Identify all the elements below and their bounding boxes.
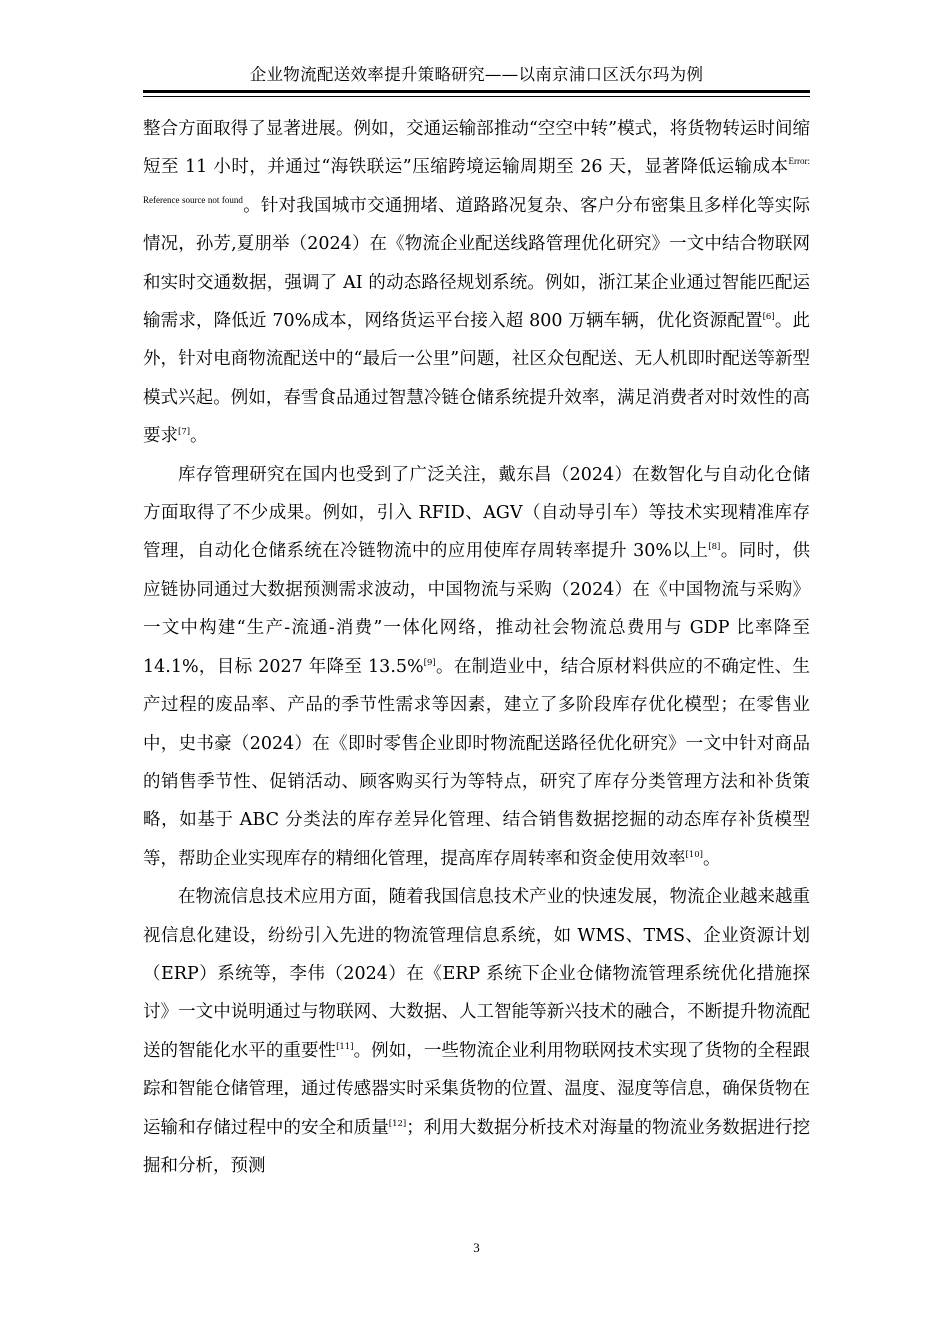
header-rule-thick: [143, 90, 810, 93]
text-run: ；利用大数据分析技术对海量的物流业务数据进行挖掘和分析，预测: [143, 1117, 810, 1176]
text-run: 库存管理研究在国内也受到了广泛关注，戴东昌（2024）在数智化与自动化仓储方面取得了不少成果。例如，引入 RFID、AGV（自动导引车）等技术实现精准库存管理，自动化仓储系统在冷链物流中的应用使库存周转率提升 30%以上: [143, 464, 810, 562]
reference-error: Error: Reference source not found: [143, 156, 810, 205]
text-run: 。同时，供应链协同通过大数据预测需求波动，中国物流与采购（2024）在《中国物流与采购》一文中构建“生产-流通-消费”一体化网络，推动社会物流总费用与 GDP 比率降至 14.1%，目标 2027 年降至 13.5%: [143, 541, 810, 677]
text-run: 。针对我国城市交通拥堵、道路路况复杂、客户分布密集且多样化等实际情况，孙芳,夏朋举（2024）在《物流企业配送线路管理优化研究》一文中结合物联网和实时交通数据，强调了 AI 的动态路径规划系统。例如，浙江某企业通过智能匹配运输需求，降低近 70%成本，网络货运平台接入超 800 万辆车辆，优化资源配置: [143, 195, 810, 332]
paragraph: [143, 456, 810, 878]
citation-marker: [8]: [708, 542, 721, 553]
citation-marker: [11]: [336, 1041, 354, 1052]
citation-marker: [7]: [178, 427, 191, 438]
paragraph: [143, 110, 810, 456]
header-rule-thin: [143, 96, 810, 97]
paragraph: [143, 878, 810, 1185]
running-header: 企业物流配送效率提升策略研究——以南京浦口区沃尔玛为例: [249, 65, 704, 84]
text-run: 。在制造业中，结合原材料供应的不确定性、生产过程的废品率、产品的季节性需求等因素，建立了多阶段库存优化模型；在零售业中，史书豪（2024）在《即时零售企业即时物流配送路径优化研究》一文中针对商品的销售季节性、促销活动、顾客购买行为等特点，研究了库存分类管理方法和补货策略，如基于 ABC 分类法的库存差异化管理、结合销售数据挖掘的动态库存补货模型等，帮助企业实现库存的精细化管理，提高库存周转率和资金使用效率: [143, 656, 810, 869]
text-run: 。: [190, 426, 208, 447]
citation-marker: [12]: [388, 1118, 407, 1129]
text-run: 。此外，针对电商物流配送中的“最后一公里”问题，社区众包配送、无人机即时配送等新型模式兴起。例如，春雪食品通过智慧冷链仓储系统提升效率，满足消费者对时效性的高要求: [143, 311, 810, 447]
text-run: 在物流信息技术应用方面，随着我国信息技术产业的快速发展，物流企业越来越重视信息化建设，纷纷引入先进的物流管理信息系统，如 WMS、TMS、企业资源计划（ERP）系统等，李伟（2024）在《ERP 系统下企业仓储物流管理系统优化措施探讨》一文中说明通过与物联网、大数据、人工智能等新兴技术的融合，不断提升物流配送的智能化水平的重要性: [143, 887, 810, 1061]
text-run: 整合方面取得了显著进展。例如，交通运输部推动“空空中转”模式，将货物转运时间缩短至 11 小时，并通过“海铁联运”压缩跨境运输周期至 26 天，显著降低运输成本: [143, 119, 810, 178]
text-run: 。例如，一些物流企业利用物联网技术实现了货物的全程跟踪和智能仓储管理，通过传感器实时采集货物的位置、温度、湿度等信息，确保货物在运输和存储过程中的安全和质量: [143, 1040, 810, 1138]
page-number: 3: [473, 1240, 480, 1255]
text-run: 。: [702, 848, 721, 869]
citation-marker: [6]: [762, 311, 775, 322]
citation-marker: [10]: [685, 849, 703, 860]
body-text: [143, 110, 810, 1185]
citation-marker: [9]: [423, 657, 436, 668]
